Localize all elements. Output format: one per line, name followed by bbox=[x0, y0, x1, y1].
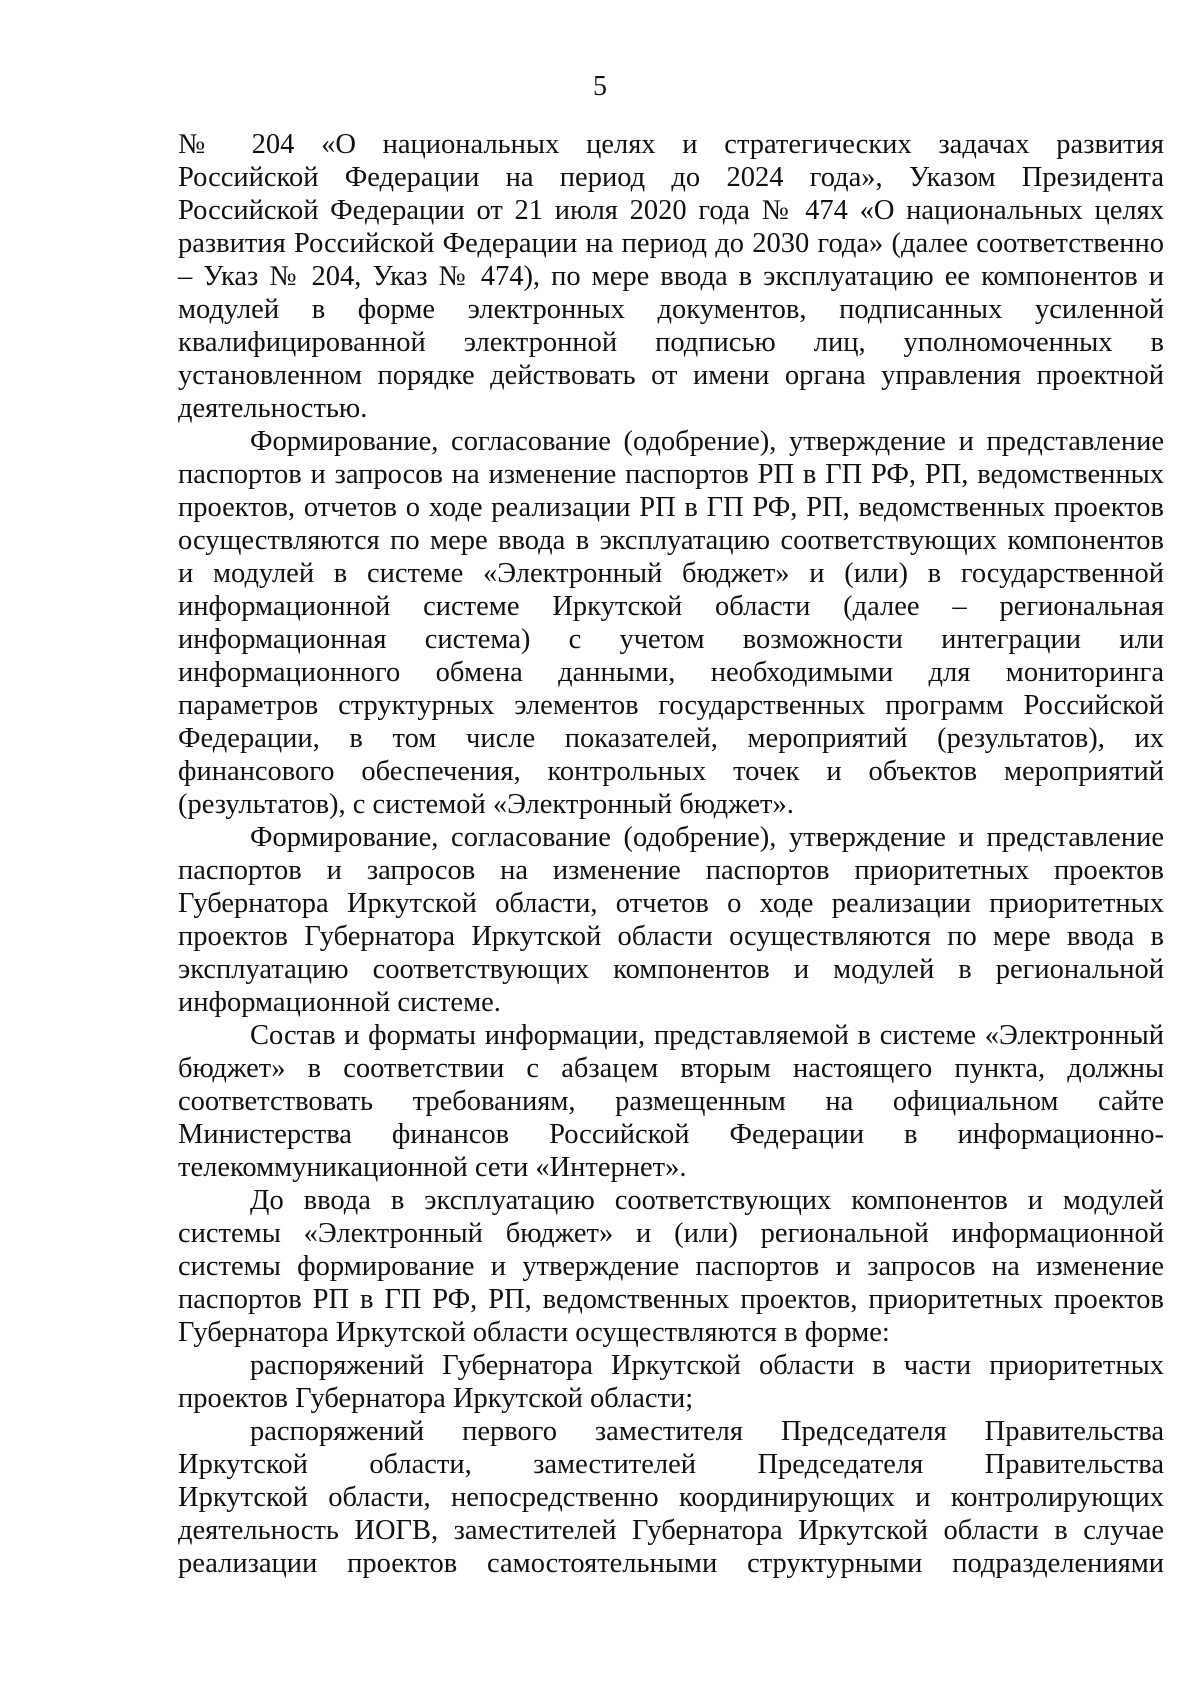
text-line: Губернатора Иркутской области осуществляются в форме: bbox=[178, 1317, 890, 1348]
text-line: проектов, отчетов о ходе реализации РП в ГП РФ, РП, ведомственных проектов bbox=[178, 492, 1164, 523]
text-line: Иркутской области, непосредственно координирующих и контролирующих bbox=[178, 1482, 1164, 1513]
text-line: паспортов РП в ГП РФ, РП, ведомственных проектов, приоритетных проектов bbox=[178, 1284, 1164, 1315]
text-line: Иркутской области, заместителей Председателя Правительства bbox=[178, 1449, 1164, 1480]
text-line: системы «Электронный бюджет» и (или) региональной информационной bbox=[178, 1218, 1164, 1249]
text-line: Российской Федерации на период до 2024 года», Указом Президента bbox=[178, 162, 1164, 193]
text-line: соответствовать требованиям, размещенным на официальном сайте bbox=[178, 1086, 1164, 1117]
text-line: – Указ № 204, Указ № 474), по мере ввода в эксплуатацию ее компонентов и bbox=[178, 261, 1164, 292]
text-line: установленном порядке действовать от имени органа управления проектной bbox=[178, 360, 1164, 391]
text-line: проектов Губернатора Иркутской области; bbox=[178, 1383, 694, 1414]
text-line: квалифицированной электронной подписью лиц, уполномоченных в bbox=[178, 327, 1164, 358]
text-line: Формирование, согласование (одобрение), утверждение и представление bbox=[250, 426, 1164, 457]
text-line: развития Российской Федерации на период до 2030 года» (далее соответственно bbox=[178, 228, 1164, 259]
text-line: системы формирование и утверждение паспортов и запросов на изменение bbox=[178, 1251, 1164, 1282]
text-line: Состав и форматы информации, представляемой в системе «Электронный bbox=[250, 1020, 1164, 1051]
text-line: бюджет» в соответствии с абзацем вторым настоящего пункта, должны bbox=[178, 1053, 1164, 1084]
text-line: финансового обеспечения, контрольных точек и объектов мероприятий bbox=[178, 756, 1164, 787]
text-line: Формирование, согласование (одобрение), утверждение и представление bbox=[250, 822, 1164, 853]
body-text bbox=[178, 128, 1164, 1580]
text-line: проектов Губернатора Иркутской области осуществляются по мере ввода в bbox=[178, 921, 1164, 952]
text-line: паспортов и запросов на изменение паспортов РП в ГП РФ, РП, ведомственных bbox=[178, 459, 1164, 490]
text-line: информационной системе. bbox=[178, 987, 501, 1018]
text-line: Министерства финансов Российской Федерации в информационно- bbox=[178, 1119, 1164, 1150]
text-line: информационная система) с учетом возможности интеграции или bbox=[178, 624, 1164, 655]
text-line: осуществляются по мере ввода в эксплуатацию соответствующих компонентов bbox=[178, 525, 1164, 556]
text-line: эксплуатацию соответствующих компонентов и модулей в региональной bbox=[178, 954, 1164, 985]
text-line: паспортов и запросов на изменение паспортов приоритетных проектов bbox=[178, 855, 1164, 886]
text-line: № 204 «О национальных целях и стратегических задачах развития bbox=[178, 129, 1164, 160]
text-line: телекоммуникационной сети «Интернет». bbox=[178, 1152, 687, 1183]
text-line: распоряжений первого заместителя Председателя Правительства bbox=[250, 1416, 1164, 1447]
text-line: и модулей в системе «Электронный бюджет» и (или) в государственной bbox=[178, 558, 1164, 589]
text-line: деятельностью. bbox=[178, 393, 368, 424]
text-line: модулей в форме электронных документов, подписанных усиленной bbox=[178, 294, 1164, 325]
text-line: (результатов), с системой «Электронный бюджет». bbox=[178, 789, 794, 820]
text-line: Губернатора Иркутской области, отчетов о ходе реализации приоритетных bbox=[178, 888, 1164, 919]
text-line: параметров структурных элементов государственных программ Российской bbox=[178, 690, 1164, 721]
text-line: Федерации, в том числе показателей, мероприятий (результатов), их bbox=[178, 723, 1164, 754]
text-line: реализации проектов самостоятельными структурными подразделениями bbox=[178, 1548, 1164, 1579]
text-line: информационного обмена данными, необходимыми для мониторинга bbox=[178, 657, 1164, 688]
text-line: До ввода в эксплуатацию соответствующих компонентов и модулей bbox=[250, 1185, 1164, 1216]
text-line: информационной системе Иркутской области (далее – региональная bbox=[178, 591, 1164, 622]
text-line: распоряжений Губернатора Иркутской области в части приоритетных bbox=[250, 1350, 1164, 1381]
page-number: 5 bbox=[593, 71, 607, 102]
text-line: Российской Федерации от 21 июля 2020 года № 474 «О национальных целях bbox=[178, 195, 1164, 226]
text-line: деятельность ИОГВ, заместителей Губернатора Иркутской области в случае bbox=[178, 1515, 1164, 1546]
